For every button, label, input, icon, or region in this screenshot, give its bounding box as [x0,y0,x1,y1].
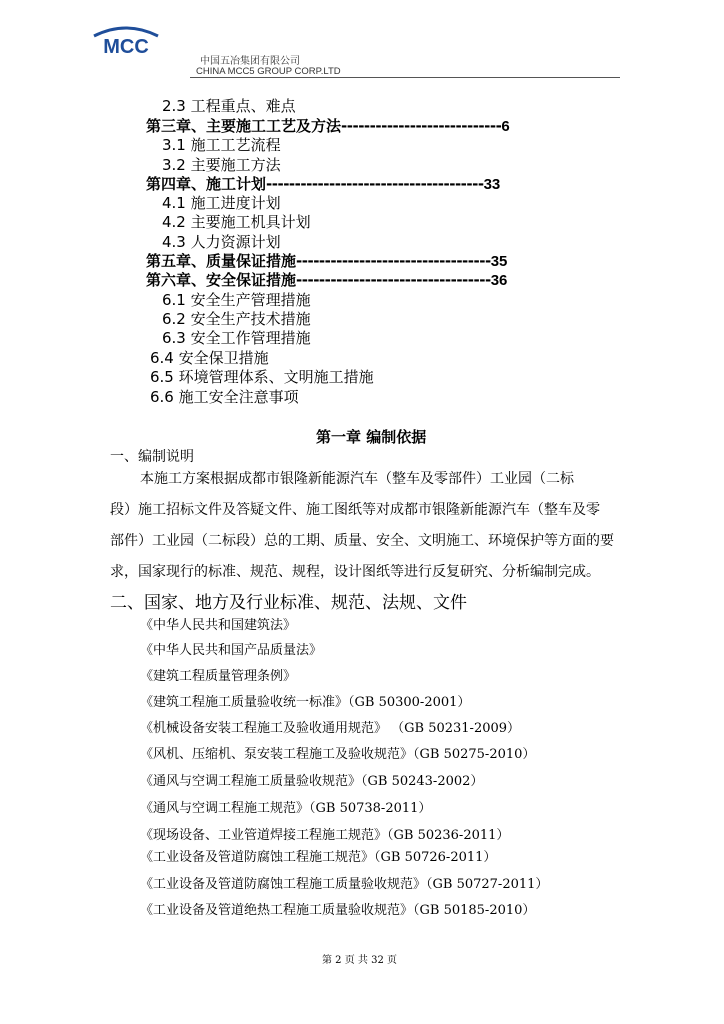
mcc-logo [90,22,162,56]
paragraph-line: 本施工方案根据成都市银隆新能源汽车（整车及零部件）工业园（二标 [140,471,574,487]
toc-chapter: 第三章、主要施工工艺及方法----------------------------6 [146,117,510,135]
logo-text: MCC [103,36,149,56]
logo-arc [94,28,158,36]
toc-item: 6.6 施工安全注意事项 [150,388,299,406]
standard-item: 《现场设备、工业管道焊接工程施工规范》（GB 50236-2011） [140,828,510,843]
standard-item: 《建筑工程质量管理条例》 [140,669,297,684]
toc-item: 2.3 工程重点、难点 [162,97,296,115]
page-number: 第 2 页 共 32 页 [322,955,397,966]
toc-item: 4.3 人力资源计划 [162,233,281,251]
standard-item: 《通风与空调工程施工质量验收规范》（GB 50243-2002） [140,774,484,789]
standard-item: 《工业设备及管道绝热工程施工质量验收规范》（GB 50185-2010） [140,903,536,918]
paragraph-line: 段）施工招标文件及答疑文件、施工图纸等对成都市银隆新能源汽车（整车及零 [110,502,600,518]
toc-item: 4.2 主要施工机具计划 [162,213,311,231]
toc-chapter: 第六章、安全保证措施----------------------------------36 [146,271,508,289]
chapter-title: 第一章 编制依据 [316,428,427,446]
toc-item: 6.5 环境管理体系、文明施工措施 [150,368,374,386]
toc-item: 6.4 安全保卫措施 [150,349,269,367]
toc-chapter: 第五章、质量保证措施----------------------------------35 [146,252,508,270]
toc-chapter: 第四章、施工计划--------------------------------------33 [146,175,501,193]
standard-item: 《工业设备及管道防腐蚀工程施工规范》（GB 50726-2011） [140,850,497,865]
standard-item: 《工业设备及管道防腐蚀工程施工质量验收规范》（GB 50727-2011） [140,877,549,892]
standard-item: 《中华人民共和国建筑法》 [140,618,297,633]
toc-item: 6.2 安全生产技术措施 [162,310,311,328]
section-title: 二、国家、地方及行业标准、规范、法规、文件 [110,593,467,613]
toc-item: 6.1 安全生产管理措施 [162,291,311,309]
paragraph-line: 求，国家现行的标准、规范、规程，设计图纸等进行反复研究、分析编制完成。 [110,564,600,580]
header-divider [190,77,620,78]
standard-item: 《机械设备安装工程施工及验收通用规范》 （GB 50231-2009） [140,721,521,736]
standard-item: 《中华人民共和国产品质量法》 [140,643,323,658]
company-name-cn: 中国五冶集团有限公司 [200,56,300,67]
paragraph-line: 部件）工业园（二标段）总的工期、质量、安全、文明施工、环境保护等方面的要 [110,533,614,549]
standard-item: 《通风与空调工程施工规范》（GB 50738-2011） [140,801,432,816]
company-name-en: CHINA MCC5 GROUP CORP.LTD [196,66,341,77]
toc-item: 4.1 施工进度计划 [162,194,281,212]
section-title: 一、编制说明 [110,449,194,465]
toc-item: 3.2 主要施工方法 [162,156,281,174]
toc-item: 3.1 施工工艺流程 [162,136,281,154]
toc-item: 6.3 安全工作管理措施 [162,329,311,347]
standard-item: 《风机、压缩机、泵安装工程施工及验收规范》（GB 50275-2010） [140,747,536,762]
standard-item: 《建筑工程施工质量验收统一标准》（GB 50300-2001） [140,695,471,710]
